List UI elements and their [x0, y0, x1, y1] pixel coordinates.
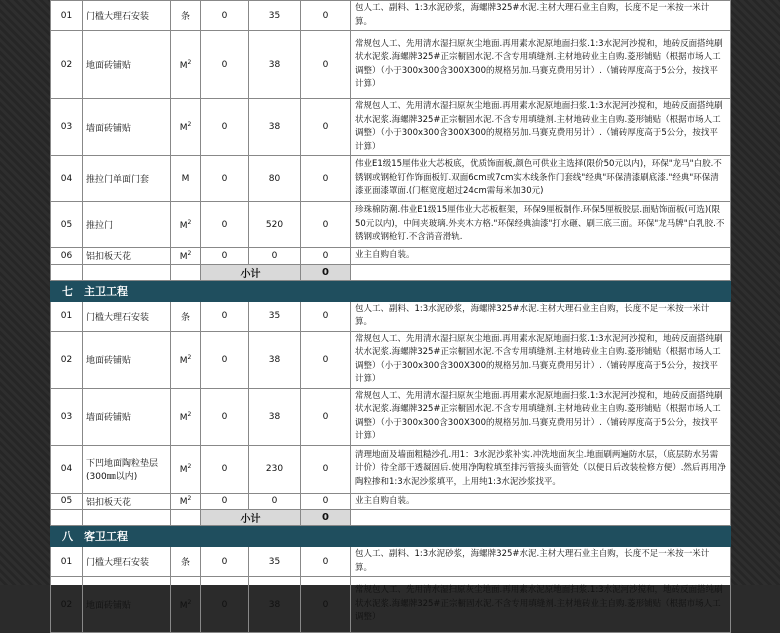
item-quantity: 0 [201, 493, 249, 510]
item-price: 35 [249, 301, 301, 331]
item-unit [171, 156, 201, 202]
item-quantity: 0 [201, 301, 249, 331]
unit-superscript: 2 [187, 58, 192, 66]
unit-superscript: 2 [187, 495, 192, 503]
subtotal-label: 小计 [201, 510, 301, 526]
item-quantity: 0 [201, 445, 249, 493]
unit-superscript: 2 [187, 218, 192, 226]
table-row [51, 31, 731, 99]
unit-superscript: 2 [187, 249, 192, 257]
table-row [51, 388, 731, 445]
item-unit [171, 331, 201, 388]
item-unit [171, 388, 201, 445]
table-row [51, 577, 731, 633]
item-price: 38 [249, 577, 301, 633]
quotation-sheet [50, 0, 730, 623]
section-heading [51, 526, 731, 547]
item-name: 下凹地面陶粒垫层(300㎜以内) [83, 445, 171, 493]
item-total: 0 [301, 445, 351, 493]
item-total: 0 [301, 1, 351, 31]
unit-label: M [179, 412, 188, 423]
item-unit [171, 547, 201, 577]
table-row [51, 493, 731, 510]
unit-label: 条 [180, 558, 190, 568]
unit-label: M [179, 251, 188, 262]
item-description: 常规包人工、先用清水湿扫原灰尘地面.再用素水泥原地面扫浆.1:3水泥河沙搅和，地砖反面搭纯刷状水泥浆.海螺牌325#正宗橱固水泥.不含专用填缝剂.主材地砖业主自购.菱形铺贴（根据市场人工调整）（小于300x300含300X300的规格另加.马赛克费用另计）.（铺砖厚度高于5公分，按找平计算） [351, 99, 731, 156]
blank-cell [171, 264, 201, 280]
item-price: 38 [249, 388, 301, 445]
table-row [51, 547, 731, 577]
item-quantity: 0 [201, 1, 249, 31]
item-name: 地面砖铺贴 [83, 577, 171, 633]
unit-superscript: 2 [187, 410, 192, 418]
item-number: 02 [51, 577, 83, 633]
item-unit [171, 99, 201, 156]
item-price: 38 [249, 31, 301, 99]
item-name: 墙面砖铺贴 [83, 388, 171, 445]
table-row [51, 445, 731, 493]
item-unit [171, 202, 201, 248]
item-description: 包人工、副料、1:3水泥砂浆，海螺牌325#水泥.主材大理石业主自购，长度不足一米按一米计算。 [351, 301, 731, 331]
item-total: 0 [301, 156, 351, 202]
table-row [51, 1, 731, 31]
unit-superscript: 2 [187, 598, 192, 606]
item-quantity: 0 [201, 577, 249, 633]
unit-superscript: 2 [187, 121, 192, 128]
item-description: 常规包人工、先用清水湿扫原灰尘地面.再用素水泥原地面扫浆.1:3水泥河沙搅和，地砖反面搭纯刷状水泥浆.海螺牌325#正宗橱固水泥.不含专用填缝剂.主材地砖业主自购.菱形铺贴（根据市场人工调整） [351, 577, 731, 633]
item-number: 02 [51, 331, 83, 388]
item-price: 35 [249, 547, 301, 577]
item-description: 珍珠棉防潮.伟业E1级15厘伟业大芯板框架，环保9厘板制作.环保5厘板胶层.面贴饰面板(可选)(限50元以内)，中间夹玻璃.外夹木方格."环保经典油漆"打水砸、刷三底三面。环保"龙马牌"白乳胶.不锈钢或钢枪钉.不含消音滑轨. [351, 202, 731, 248]
subtotal-row [51, 510, 731, 526]
section-number: 八 [62, 530, 73, 543]
section-heading-row [51, 280, 731, 301]
item-name: 推拉门 [83, 202, 171, 248]
unit-label: M [181, 173, 190, 184]
item-unit [171, 577, 201, 633]
unit-superscript: 2 [187, 463, 192, 470]
table-row [51, 301, 731, 331]
item-number: 01 [51, 301, 83, 331]
item-description: 常规包人工、先用清水湿扫原灰尘地面.再用素水泥原地面扫浆.1:3水泥河沙搅和，地砖反面搭纯刷状水泥浆.海螺牌325#正宗橱固水泥.不含专用填缝剂.主材地砖业主自购.菱形铺贴（根据市场人工调整）（小于300x300含300X300的规格另加.马赛克费用另计）.（铺砖厚度高于5公分，按找平计算） [351, 331, 731, 388]
item-quantity: 0 [201, 99, 249, 156]
section-title: 主卫工程 [84, 284, 128, 298]
table-row [51, 331, 731, 388]
item-name: 地面砖铺贴 [83, 31, 171, 99]
item-description: 包人工、副料、1:3水泥砂浆，海螺牌325#水泥.主材大理石业主自购，长度不足一米按一米计算。 [351, 547, 731, 577]
blank-cell [51, 264, 83, 280]
quotation-table [50, 0, 731, 633]
item-number: 06 [51, 248, 83, 265]
item-unit [171, 445, 201, 493]
item-price: 38 [249, 99, 301, 156]
item-price: 35 [249, 1, 301, 31]
unit-label: M [179, 465, 188, 475]
item-description: 伟业E1级15厘伟业大芯板底，优质饰面板,颜色可供业主选择(限价50元以内)，环保"龙马"白胶.不锈钢或钢枪钉作饰面板钉.双面6cm或7cm实木线条作门套线"经典"环保清漆刷底漆."经典"环保清漆亚面漆罩面.(门框宽度超过24cm需每米加30元) [351, 156, 731, 202]
item-number: 04 [51, 156, 83, 202]
item-total: 0 [301, 248, 351, 265]
item-number: 04 [51, 445, 83, 493]
item-number: 01 [51, 1, 83, 31]
table-row [51, 248, 731, 265]
section-number: 七 [62, 284, 73, 298]
item-name: 铝扣板天花 [83, 493, 171, 510]
item-quantity: 0 [201, 31, 249, 99]
blank-cell [83, 510, 171, 526]
item-name: 门槛大理石安装 [83, 301, 171, 331]
item-price: 80 [249, 156, 301, 202]
blank-cell [351, 264, 731, 280]
item-number: 01 [51, 547, 83, 577]
item-description: 常规包人工、先用清水湿扫原灰尘地面.再用素水泥原地面扫浆.1:3水泥河沙搅和，地砖反面搭纯刷状水泥浆.海螺牌325#正宗橱固水泥.不含专用填缝剂.主材地砖业主自购.菱形铺贴（根据市场人工调整）（小于300x300含300X300的规格另加.马赛克费用另计）.（铺砖厚度高于5公分，按找平计算） [351, 31, 731, 99]
item-total: 0 [301, 577, 351, 633]
unit-label: M [179, 220, 188, 231]
unit-label: M [179, 497, 188, 508]
table-row [51, 156, 731, 202]
item-price: 0 [249, 248, 301, 265]
item-price: 520 [249, 202, 301, 248]
section-heading [51, 280, 731, 301]
item-unit [171, 31, 201, 99]
unit-label: 条 [180, 312, 190, 323]
item-description: 包人工、副料、1:3水泥砂浆，海螺牌325#水泥.主材大理石业主自购，长度不足一米按一米计算。 [351, 1, 731, 31]
item-description: 常规包人工、先用清水湿扫原灰尘地面.再用素水泥原地面扫浆.1:3水泥河沙搅和，地砖反面搭纯刷状水泥浆.海螺牌325#正宗橱固水泥.不含专用填缝剂.主材地砖业主自购.菱形铺贴（根据市场人工调整）（小于300x300含300X300的规格另加.马赛克费用另计）.（铺砖厚度高于5公分，按找平计算） [351, 388, 731, 445]
item-number: 03 [51, 99, 83, 156]
item-quantity: 0 [201, 331, 249, 388]
item-name: 推拉门单面门套 [83, 156, 171, 202]
item-unit [171, 301, 201, 331]
section-title: 客卫工程 [84, 530, 128, 543]
unit-label: 条 [180, 12, 190, 22]
section-heading-row [51, 526, 731, 547]
item-name: 地面砖铺贴 [83, 331, 171, 388]
blank-cell [83, 264, 171, 280]
item-name: 门槛大理石安装 [83, 1, 171, 31]
item-quantity: 0 [201, 156, 249, 202]
item-unit [171, 248, 201, 265]
unit-label: M [179, 60, 188, 71]
blank-cell [351, 510, 731, 526]
unit-superscript: 2 [187, 353, 192, 361]
item-number: 05 [51, 202, 83, 248]
item-quantity: 0 [201, 202, 249, 248]
item-unit [171, 493, 201, 510]
item-total: 0 [301, 99, 351, 156]
item-name: 门槛大理石安装 [83, 547, 171, 577]
item-name: 墙面砖铺贴 [83, 99, 171, 156]
subtotal-value: 0 [301, 264, 351, 280]
unit-label: M [179, 123, 188, 133]
table-row [51, 202, 731, 248]
item-total: 0 [301, 31, 351, 99]
item-total: 0 [301, 547, 351, 577]
item-description: 业主自购自装。 [351, 248, 731, 265]
item-price: 0 [249, 493, 301, 510]
item-total: 0 [301, 493, 351, 510]
blank-cell [51, 510, 83, 526]
item-quantity: 0 [201, 547, 249, 577]
item-total: 0 [301, 301, 351, 331]
item-total: 0 [301, 388, 351, 445]
item-unit [171, 1, 201, 31]
item-number: 03 [51, 388, 83, 445]
subtotal-value: 0 [301, 510, 351, 526]
subtotal-row [51, 264, 731, 280]
item-price: 230 [249, 445, 301, 493]
item-quantity: 0 [201, 248, 249, 265]
item-price: 38 [249, 331, 301, 388]
item-description: 清理地面及墙面粗糙沙孔.用1：3水泥沙浆补实.冲洗地面灰尘.地面刷两遍防水层，（底层防水另需计价）待全部干透凝固后.使用净陶粒填至排污管接头面管处（以便日后改装检修方便）.然后再用净陶粒掺和1:3水泥沙浆填平，上用纯1:3水泥沙浆找平。 [351, 445, 731, 493]
table-row [51, 99, 731, 156]
item-number: 02 [51, 31, 83, 99]
item-number: 05 [51, 493, 83, 510]
item-total: 0 [301, 202, 351, 248]
item-quantity: 0 [201, 388, 249, 445]
subtotal-label: 小计 [201, 264, 301, 280]
blank-cell [171, 510, 201, 526]
item-name: 铝扣板天花 [83, 248, 171, 265]
item-total: 0 [301, 331, 351, 388]
unit-label: M [179, 355, 188, 366]
item-description: 业主自购自装。 [351, 493, 731, 510]
unit-label: M [179, 600, 188, 611]
